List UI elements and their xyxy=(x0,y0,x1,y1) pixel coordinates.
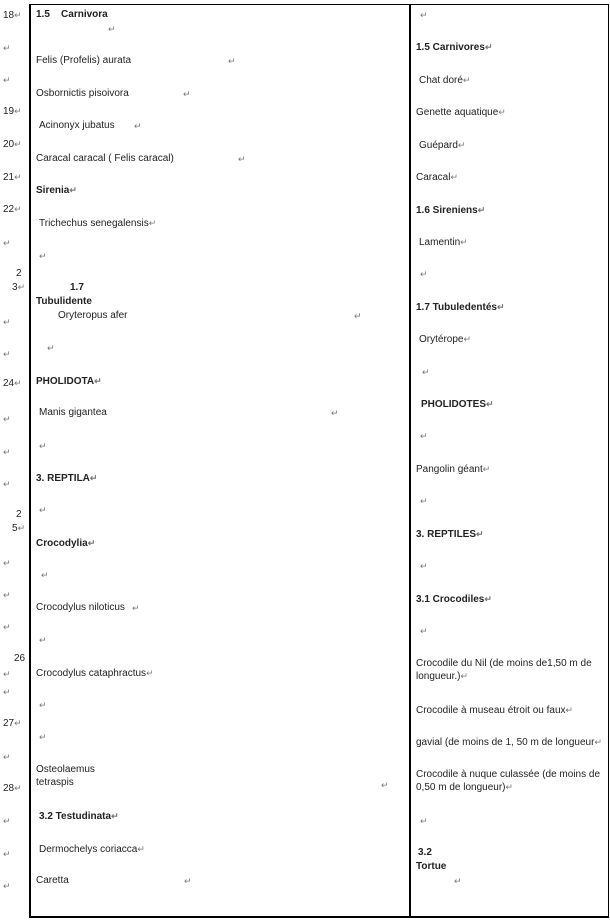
line-number: 22↵ xyxy=(3,204,22,215)
common-orycterope: Orytérope↵ xyxy=(419,334,472,345)
paragraph-mark: ↵ xyxy=(3,590,11,600)
paragraph-mark: ↵ xyxy=(39,441,47,451)
common-chat-dore: Chat doré↵ xyxy=(419,75,471,86)
common-genette: Genette aquatique↵ xyxy=(416,107,506,118)
paragraph-mark: ↵ xyxy=(183,89,191,99)
column-divider xyxy=(409,4,411,918)
common-guepard: Guépard↵ xyxy=(419,140,466,151)
table-border-top xyxy=(29,4,609,5)
line-number: 2 xyxy=(16,509,22,520)
paragraph-mark: ↵ xyxy=(3,558,11,568)
paragraph-mark: ↵ xyxy=(354,311,362,321)
species-caretta: Caretta xyxy=(36,875,69,886)
paragraph-mark: ↵ xyxy=(3,622,11,632)
heading-sireniens: 1.6 Sireniens↵ xyxy=(416,205,486,216)
species-manis: Manis gigantea xyxy=(39,407,107,418)
paragraph-mark: ↵ xyxy=(420,626,428,636)
heading-carnivores: 1.5 Carnivores↵ xyxy=(416,42,493,53)
heading-tortue-number: 3.2 xyxy=(418,847,432,858)
paragraph-mark: ↵ xyxy=(3,238,11,248)
paragraph-mark: ↵ xyxy=(228,56,236,66)
heading-sirenia: Sirenia↵ xyxy=(36,185,77,196)
common-pangolin: Pangolin géant↵ xyxy=(416,464,491,475)
species-dermochelys: Dermochelys coriacca↵ xyxy=(39,844,145,855)
common-caracal: Caracal↵ xyxy=(416,172,459,183)
paragraph-mark: ↵ xyxy=(3,447,11,457)
common-gavial: gavial (de moins de 1, 50 m de longueur↵ xyxy=(416,737,602,748)
paragraph-mark: ↵ xyxy=(3,669,11,679)
paragraph-mark: ↵ xyxy=(3,43,11,53)
species-osteolaemus-line2: tetraspis xyxy=(36,777,74,788)
paragraph-mark: ↵ xyxy=(132,603,140,613)
paragraph-mark: ↵ xyxy=(3,75,11,85)
common-crocodile-nuque: Crocodile à nuque culassée (de moins de 0,50 m de longueur)↵ xyxy=(416,769,600,793)
paragraph-mark: ↵ xyxy=(422,367,430,377)
line-number: 2 xyxy=(16,268,22,279)
heading-pholidota: PHOLIDOTA↵ xyxy=(36,376,102,387)
paragraph-mark: ↵ xyxy=(454,876,462,886)
paragraph-mark: ↵ xyxy=(39,700,47,710)
species-crocodylus-cataphractus: Crocodylus cataphractus↵ xyxy=(36,668,154,679)
line-number: 27↵ xyxy=(3,718,22,729)
paragraph-mark: ↵ xyxy=(420,561,428,571)
paragraph-mark: ↵ xyxy=(420,10,428,20)
species-acinonyx: Acinonyx jubatus xyxy=(39,120,115,131)
paragraph-mark: ↵ xyxy=(41,570,49,580)
paragraph-mark: ↵ xyxy=(39,732,47,742)
paragraph-mark: ↵ xyxy=(420,816,428,826)
heading-reptila: 3. REPTILA↵ xyxy=(36,473,98,484)
heading-tubulidente: Tubulidente xyxy=(36,296,92,307)
common-crocodile-du-nil: Crocodile du Nil (de moins de1,50 m de longueur.)↵ xyxy=(416,658,592,682)
line-number: 5↵ xyxy=(12,523,26,534)
paragraph-mark: ↵ xyxy=(39,635,47,645)
line-number: 21↵ xyxy=(3,172,22,183)
paragraph-mark: ↵ xyxy=(184,876,192,886)
heading-crocodylia: Crocodylia↵ xyxy=(36,538,96,549)
paragraph-mark: ↵ xyxy=(3,849,11,859)
paragraph-mark: ↵ xyxy=(420,496,428,506)
common-crocodile-museau: Crocodile à museau étroit ou faux↵ xyxy=(416,705,574,716)
line-number: 24↵ xyxy=(3,378,22,389)
paragraph-mark: ↵ xyxy=(108,24,116,34)
heading-carnivora: 1.5 Carnivora xyxy=(36,9,108,20)
paragraph-mark: ↵ xyxy=(3,816,11,826)
species-trichechus: Trichechus senegalensis↵ xyxy=(39,218,157,229)
paragraph-mark: ↵ xyxy=(39,505,47,515)
line-number: 3↵ xyxy=(12,282,26,293)
table-border-right xyxy=(608,4,609,918)
heading-pholidotes: PHOLIDOTES↵ xyxy=(421,399,494,410)
paragraph-mark: ↵ xyxy=(381,780,389,790)
paragraph-mark: ↵ xyxy=(331,408,339,418)
species-caracal: Caracal caracal ( Felis caracal) xyxy=(36,153,174,164)
species-osteolaemus: Osteolaemus xyxy=(36,764,95,775)
paragraph-mark: ↵ xyxy=(3,479,11,489)
table-border-left xyxy=(29,4,31,918)
line-number: 18↵ xyxy=(3,10,22,21)
line-number: 28↵ xyxy=(3,783,22,794)
heading-crocodiles: 3.1 Crocodiles↵ xyxy=(416,594,492,605)
paragraph-mark: ↵ xyxy=(3,317,11,327)
line-number: 26 xyxy=(14,653,26,664)
species-orycteropus: Oryteropus afer xyxy=(58,310,128,321)
line-number: 20↵ xyxy=(3,139,22,150)
paragraph-mark: ↵ xyxy=(3,881,11,891)
paragraph-mark: ↵ xyxy=(3,687,11,697)
heading-tubulidente-number: 1.7 xyxy=(70,282,84,293)
heading-tortue: Tortue xyxy=(416,861,447,872)
heading-tubuledentes: 1.7 Tubuledentés↵ xyxy=(416,302,505,313)
common-lamentin: Lamentin↵ xyxy=(419,237,468,248)
table-border-bottom xyxy=(29,916,609,918)
heading-testudinata: 3.2 Testudinata↵ xyxy=(39,811,119,822)
paragraph-mark: ↵ xyxy=(39,251,47,261)
paragraph-mark: ↵ xyxy=(238,154,246,164)
paragraph-mark: ↵ xyxy=(420,431,428,441)
paragraph-mark: ↵ xyxy=(3,349,11,359)
paragraph-mark: ↵ xyxy=(3,414,11,424)
paragraph-mark: ↵ xyxy=(420,269,428,279)
species-crocodylus-niloticus: Crocodylus niloticus xyxy=(36,602,125,613)
paragraph-mark: ↵ xyxy=(3,752,11,762)
heading-reptiles: 3. REPTILES↵ xyxy=(416,529,484,540)
line-number: 19↵ xyxy=(3,106,22,117)
species-felis: Felis (Profelis) aurata xyxy=(36,55,132,66)
paragraph-mark: ↵ xyxy=(47,343,55,353)
paragraph-mark: ↵ xyxy=(134,121,142,131)
species-osbornictis: Osbornictis pisoivora xyxy=(36,88,129,99)
